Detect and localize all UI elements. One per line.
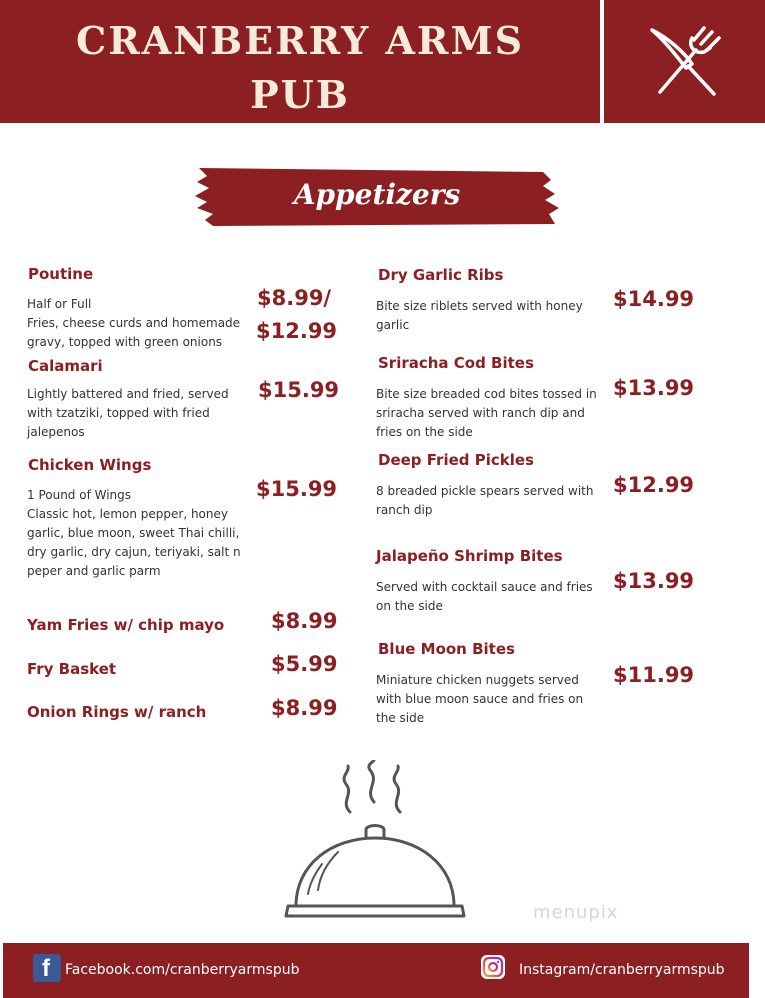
item-price-dry-garlic-ribs: $14.99 <box>613 287 695 311</box>
item-price-onion-rings: $8.99 <box>271 696 338 720</box>
item-desc-deep-fried-pickles <box>376 482 606 520</box>
item-name-jalapeno-shrimp-bites: Jalapeño Shrimp Bites <box>376 547 563 565</box>
desc-line: with blue moon sauce and fries on <box>376 692 584 706</box>
serving-cloche-icon <box>282 760 472 935</box>
item-price-yam-fries: $8.99 <box>271 609 338 633</box>
desc-line: 1 Pound of Wings <box>27 488 132 502</box>
item-price-poutine-full: $12.99 <box>256 319 338 343</box>
item-price-fry-basket: $5.99 <box>271 652 338 676</box>
desc-line: the side <box>376 711 425 725</box>
fork-knife-icon <box>644 24 728 100</box>
footer-bar <box>3 943 749 998</box>
desc-line: with tzatziki, topped with fried <box>27 406 210 420</box>
item-name-blue-moon-bites: Blue Moon Bites <box>378 640 515 658</box>
item-price-blue-moon-bites: $11.99 <box>613 663 695 687</box>
desc-line: sriracha served with ranch dip and <box>376 406 585 420</box>
desc-line: Served with cocktail sauce and fries <box>376 580 593 594</box>
desc-line: jalepenos <box>27 425 85 439</box>
item-name-poutine: Poutine <box>28 265 94 283</box>
desc-line: dry garlic, dry cajun, teriyaki, salt n <box>27 545 241 559</box>
desc-line: Bite size riblets served with honey <box>376 299 583 313</box>
desc-line: garlic <box>376 318 410 332</box>
item-price-jalapeno-shrimp-bites: $13.99 <box>613 569 695 593</box>
header-icon-box <box>604 0 765 123</box>
item-name-yam-fries: Yam Fries w/ chip mayo <box>27 616 225 634</box>
section-banner <box>193 166 561 228</box>
item-price-poutine-half: $8.99/ <box>257 286 332 310</box>
desc-line: Lightly battered and fried, served <box>27 387 229 401</box>
item-desc-blue-moon-bites <box>376 671 606 728</box>
desc-line: Classic hot, lemon pepper, honey <box>27 507 228 521</box>
item-desc-jalapeno-shrimp-bites <box>376 578 606 616</box>
desc-line: Fries, cheese curds and homemade <box>27 316 241 330</box>
item-name-calamari: Calamari <box>28 357 103 375</box>
desc-line: Miniature chicken nuggets served <box>376 673 579 687</box>
desc-line: garlic, blue moon, sweet Thai chilli, <box>27 526 240 540</box>
item-name-fry-basket: Fry Basket <box>27 660 117 678</box>
item-price-deep-fried-pickles: $12.99 <box>613 473 695 497</box>
item-price-calamari: $15.99 <box>258 378 340 402</box>
facebook-icon[interactable]: f <box>33 954 61 982</box>
desc-line: on the side <box>376 599 443 613</box>
item-name-onion-rings: Onion Rings w/ ranch <box>27 703 207 721</box>
facebook-link[interactable]: Facebook.com/cranberryarmspub <box>65 962 300 978</box>
item-name-deep-fried-pickles: Deep Fried Pickles <box>378 451 534 469</box>
item-desc-sriracha-cod-bites <box>376 385 606 442</box>
restaurant-name-line1: CRANBERRY ARMS <box>75 18 525 63</box>
item-price-chicken-wings: $15.99 <box>256 477 338 501</box>
watermark: menupix <box>533 902 619 923</box>
desc-line: 8 breaded pickle spears served with <box>376 484 594 498</box>
desc-line: fries on the side <box>376 425 473 439</box>
header-bar <box>0 0 600 123</box>
instagram-link[interactable]: Instagram/cranberryarmspub <box>519 962 725 978</box>
item-name-sriracha-cod-bites: Sriracha Cod Bites <box>378 354 534 372</box>
desc-line: Half or Full <box>27 297 92 311</box>
item-name-chicken-wings: Chicken Wings <box>28 456 152 474</box>
instagram-icon[interactable] <box>481 955 505 979</box>
desc-line: peper and garlic parm <box>27 564 161 578</box>
desc-line: Bite size breaded cod bites tossed in <box>376 387 597 401</box>
desc-line: gravy, topped with green onions <box>27 335 223 349</box>
item-desc-calamari <box>27 385 247 442</box>
desc-line: ranch dip <box>376 503 433 517</box>
restaurant-name <box>0 14 600 122</box>
item-price-sriracha-cod-bites: $13.99 <box>613 376 695 400</box>
section-title: Appetizers <box>293 178 461 211</box>
item-desc-chicken-wings <box>27 486 257 581</box>
restaurant-name-line2: PUB <box>250 72 350 117</box>
item-name-dry-garlic-ribs: Dry Garlic Ribs <box>378 266 504 284</box>
item-desc-poutine <box>27 295 247 352</box>
item-desc-dry-garlic-ribs <box>376 297 606 335</box>
